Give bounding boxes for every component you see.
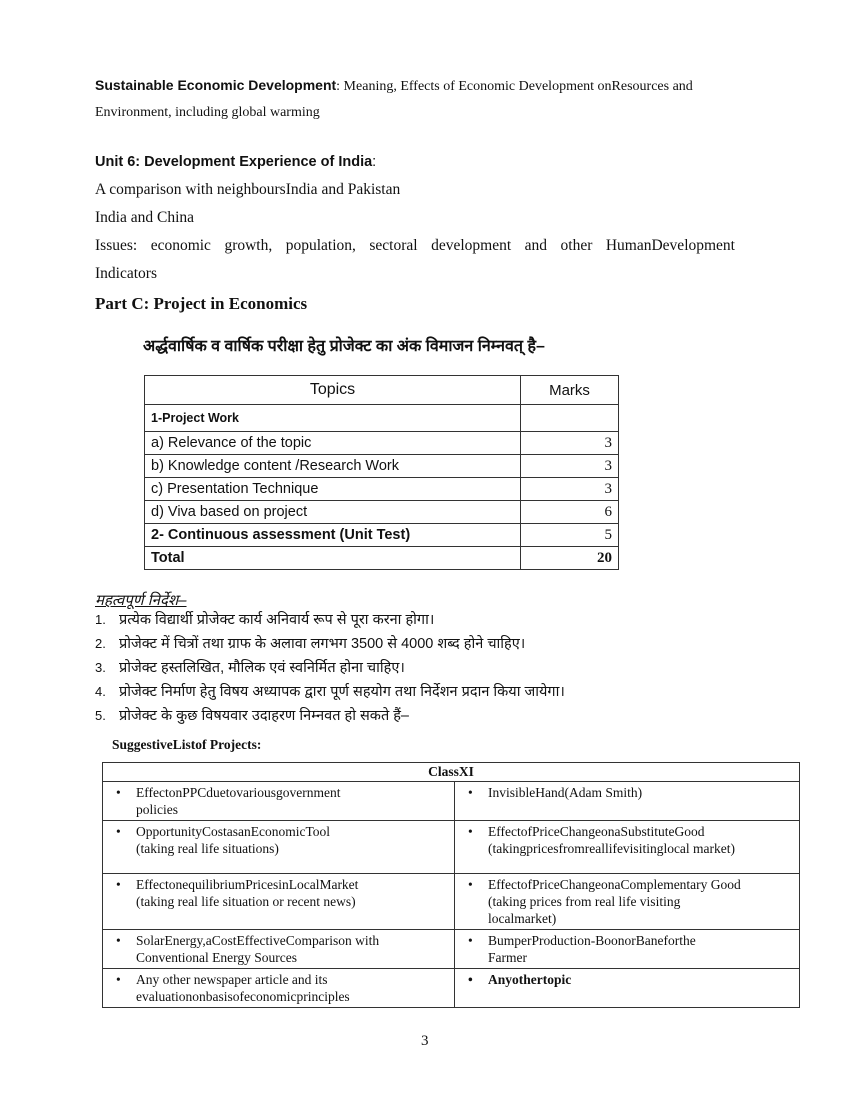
instructions-list [95,608,565,728]
marks-cell: 3 [521,432,619,455]
project-cell: • EffectonPPCduetovariousgovernment policies [116,785,341,817]
unit6-heading: Unit 6: Development Experience of India: [95,154,377,170]
projects-row [103,821,800,874]
section-label: 1-Project Work [145,405,521,432]
project-cell: • EffectofPriceChangeonaComplementary Good (taking prices from real life visiting localmarket) [468,877,741,926]
project-cell: • BumperProduction-BoonorBaneforthe Farmer [468,933,696,965]
topics-header: Topics [145,376,521,405]
marks-distribution-intro: अर्द्धवार्षिक व वार्षिक परीक्षा हेतु प्रोजेक्ट का अंक विमाजन निम्नवत् है– [143,338,545,355]
marks-cell: 3 [521,455,619,478]
projects-row [103,874,800,930]
marks-table-row [145,455,619,478]
total-label: Total [145,547,521,570]
marks-table-row [145,432,619,455]
marks-table-row-continuous [145,524,619,547]
marks-header: Marks [521,376,619,405]
project-cell: • SolarEnergy,aCostEffectiveComparison with Conventional Energy Sources [116,933,380,965]
unit6-line: Issues: economic growth, population, sectoral development and other HumanDevelopment [95,237,735,254]
unit6-line: Indicators [95,265,157,282]
marks-table-section-row [145,405,619,432]
bullet-icon: • [116,933,121,948]
marks-table [144,375,619,570]
marks-table-header [145,376,619,405]
bullet-icon: • [468,824,473,839]
sustainable-development-heading: Sustainable Economic Development [95,77,337,93]
total-marks: 20 [521,547,619,570]
sustainable-development-text: : Meaning, Effects of Economic Development onResources and Environment, including global warming [95,79,693,120]
projects-table [102,762,800,1008]
instructions-title: महत्वपूर्ण निर्देश– [95,592,187,609]
topic-cell: b) Knowledge content /Research Work [145,455,521,478]
bullet-icon: • [468,972,473,987]
unit6-line: India and China [95,209,195,226]
bullet-icon: • [116,972,121,987]
instruction-item: 3. प्रोजेक्ट हस्तलिखित, मौलिक एवं स्वनिर्मित होना चाहिए। [95,660,405,676]
class-label: ClassXI [103,763,800,782]
instruction-item: 4. प्रोजेक्ट निर्माण हेतु विषय अध्यापक द्वारा पूर्ण सहयोग तथा निर्देशन प्रदान किया जायेगा। [95,684,565,700]
unit6-line: A comparison with neighboursIndia and Pakistan [95,181,401,198]
page-number: 3 [421,1033,429,1049]
bullet-icon: • [116,785,121,800]
project-cell: • OpportunityCostasanEconomicTool (taking real life situations) [116,824,331,856]
project-cell: • EffectofPriceChangeonaSubstituteGood (takingpricesfromreallifevisitinglocal market) [468,824,736,856]
bullet-icon: • [468,785,473,800]
unit6-section [95,152,735,288]
bullet-icon: • [468,933,473,948]
marks-cell: 3 [521,478,619,501]
projects-class-row [103,763,800,782]
part-c-heading: Part C: Project in Economics [95,294,308,313]
marks-table-row [145,478,619,501]
bullet-icon: • [468,877,473,892]
bullet-icon: • [116,877,121,892]
topic-cell: c) Presentation Technique [145,478,521,501]
instruction-item: 1. प्रत्येक विद्यार्थी प्रोजेक्ट कार्य अनिवार्य रूप से पूरा करना होगा। [95,612,435,628]
projects-row [103,930,800,969]
topic-cell: d) Viva based on project [145,501,521,524]
marks-table-total-row [145,547,619,570]
marks-cell: 6 [521,501,619,524]
marks-cell: 5 [521,524,619,547]
project-cell: • EffectonequilibriumPricesinLocalMarket (taking real life situation or recent news) [116,877,359,909]
project-cell: • Any other newspaper article and its evaluationonbasisofeconomicprinciples [116,972,350,1004]
marks-table-row [145,501,619,524]
project-cell: • Anyothertopic [468,972,572,987]
suggestive-list-title: SuggestiveListof Projects: [112,737,262,752]
sustainable-development-paragraph [95,72,755,126]
topic-cell: 2- Continuous assessment (Unit Test) [145,524,521,547]
instruction-item: 5. प्रोजेक्ट के कुछ विषयवार उदाहरण निम्नवत हो सकते हैं– [95,708,409,724]
projects-row [103,782,800,821]
projects-row [103,969,800,1008]
project-cell: • InvisibleHand(Adam Smith) [468,785,643,800]
instruction-item: 2. प्रोजेक्ट में चित्रों तथा ग्राफ के अलावा लगभग 3500 से 4000 शब्द होने चाहिए। [95,636,526,652]
topic-cell: a) Relevance of the topic [145,432,521,455]
bullet-icon: • [116,824,121,839]
